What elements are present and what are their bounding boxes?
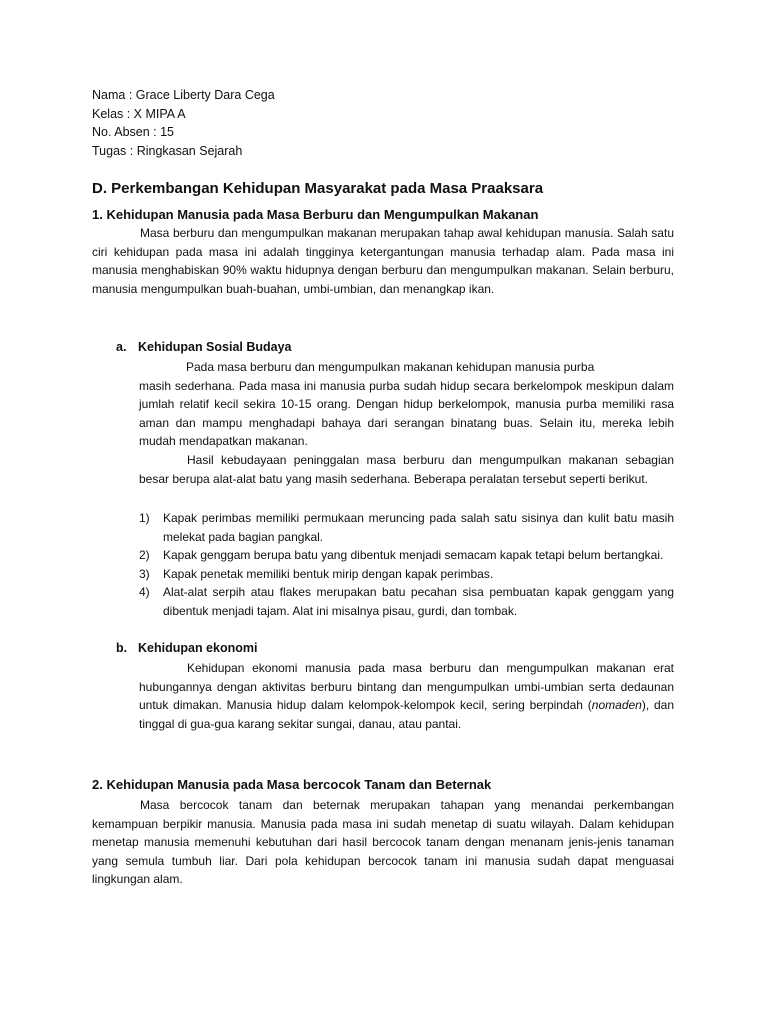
subsection-a-marker: a. [116, 340, 127, 354]
student-info [92, 86, 275, 160]
list-item: 3) Kapak penetak memiliki bentuk mirip dengan kapak perimbas. [139, 566, 494, 581]
list-item: 2) Kapak genggam berupa batu yang dibentuk menjadi semacam kapak tetapi belum bertangkai. [139, 548, 664, 563]
subsection-a-heading [116, 340, 292, 354]
subsection-b-title: Kehidupan ekonomi [138, 641, 258, 655]
section1-intro-text: Masa berburu dan mengumpulkan makanan merupakan tahap awal kehidupan manusia. Salah satu ciri kehidupan pada masa ini adalah tingginya ketergantungan manusia terhadap alam. Pada masa ini manusia menghabiskan 90% waktu hidupnya dengan berburu dan mengumpulkan makanan. Selain berburu, manusia mengumpulkan buah-buahan, umbi-umbian, dan menangkap ikan. [92, 226, 674, 296]
list-item: 1) Kapak perimbas memiliki permukaan meruncing pada salah satu sisinya dan kulit batu masih melekat pada bagian pangkal. [139, 511, 674, 544]
subsection-b-heading [116, 641, 257, 655]
student-class: Kelas : X MIPA A [92, 106, 186, 121]
subsection-a-para2: Hasil kebudayaan peninggalan masa berburu dan mengumpulkan makanan sebagian besar berupa alat-alat batu yang masih sederhana. Beberapa peralatan tersebut seperti berikut. [139, 452, 674, 486]
tools-list [139, 509, 674, 621]
main-heading: D. Perkembangan Kehidupan Masyarakat pada Masa Praaksara [92, 180, 544, 197]
subsection-a-title: Kehidupan Sosial Budaya [138, 340, 292, 354]
section1-intro [92, 224, 674, 298]
list-item: 4) Alat-alat serpih atau flakes merupakan batu pecahan sisa pembuatan kapak genggam yang dibentuk menjadi tajam. Alat ini misalnya pisau, gurdi, dan tombak. [139, 585, 674, 618]
subsection-b-para: Kehidupan ekonomi manusia pada masa berburu dan mengumpulkan makanan erat hubungannya dengan aktivitas berburu bintang dan mengumpulkan umbi-umbian serta dedaunan untuk dimakan. Manusia hidup dalam kelompok-kelompok kecil, sering berpindah (nomaden), dan tinggal di gua-gua karang sekitar sungai, danau, atau pantai. [139, 661, 674, 731]
subsection-a-para1-rest: masih sederhana. Pada masa ini manusia purba sudah hidup secara berkelompok meskipun dalam jumlah relatif kecil sekira 10-15 orang. Dengan hidup berkelompok, manusia purba memiliki rasa aman dan mampu menghadapi bahaya dari serangan binatang buas. Selain itu, mereka lebih mudah mendapatkan makanan. [139, 378, 674, 449]
student-name: Nama : Grace Liberty Dara Cega [92, 88, 275, 102]
section2-para: Masa bercocok tanam dan beternak merupakan tahapan yang menandai perkembangan kemampuan berpikir manusia. Manusia pada masa ini sudah menetap di suatu wilayah. Dalam kehidupan menetap manusia memenuhi kebutuhan dari hasil bercocok tanam dengan menanam jenis-jenis tanaman yang semula tumbuh liar. Dari pola kehidupan bercocok tanam ini manusia sudah dapat menguasai lingkungan alam. [92, 798, 674, 887]
subsection-a-body [139, 358, 674, 488]
nomaden-term: nomaden [591, 698, 642, 713]
subsection-b-marker: b. [116, 641, 128, 655]
student-number: No. Absen : 15 [92, 125, 175, 140]
section2-body [92, 796, 674, 889]
assignment-title: Tugas : Ringkasan Sejarah [92, 143, 243, 158]
section2-heading: 2. Kehidupan Manusia pada Masa bercocok Tanam dan Beternak [92, 777, 492, 792]
subsection-b-body [139, 659, 674, 733]
section1-heading: 1. Kehidupan Manusia pada Masa Berburu dan Mengumpulkan Makanan [92, 207, 539, 222]
subsection-a-para1-line1: Pada masa berburu dan mengumpulkan makanan kehidupan manusia purba [186, 360, 595, 374]
